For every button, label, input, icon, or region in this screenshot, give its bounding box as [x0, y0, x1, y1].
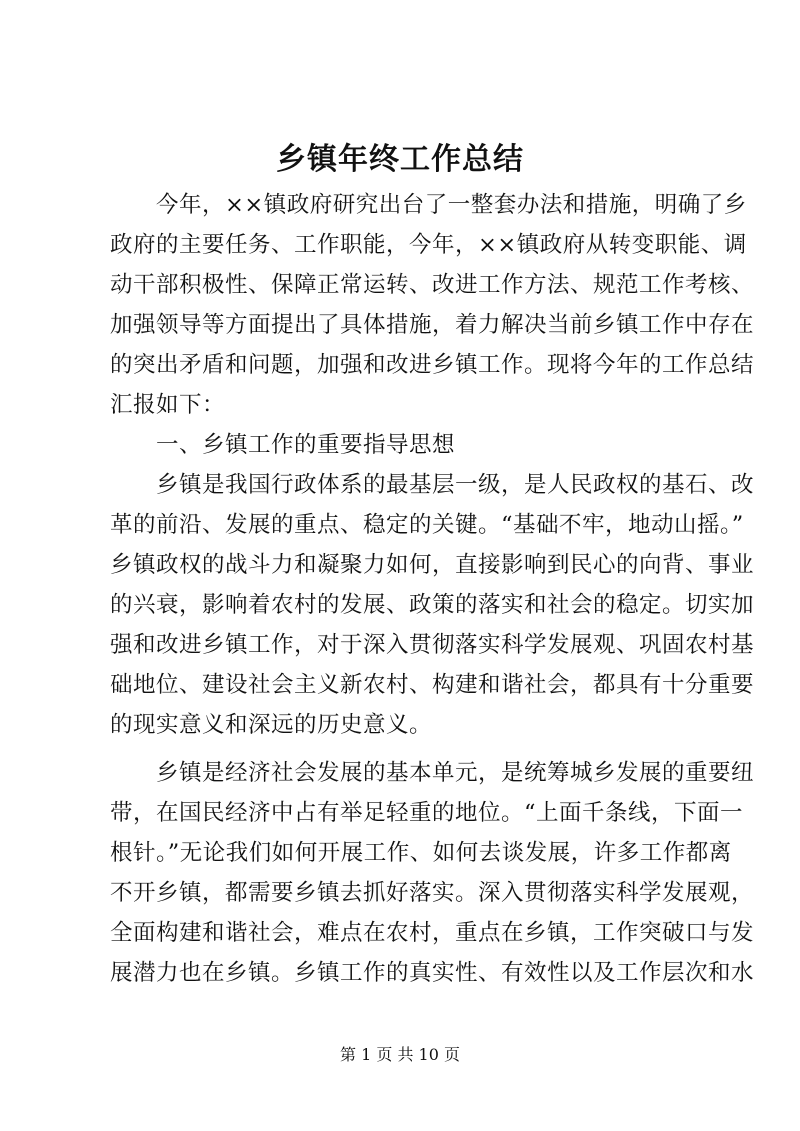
- text-line: 的兴衰，影响着农村的发展、政策的落实和社会的稳定。切实加: [110, 592, 755, 618]
- text-line: 革的前沿、发展的重点、稳定的关键。“基础不牢，地动山摇。”: [110, 512, 744, 538]
- text-line: 全面构建和谐社会，难点在农村，重点在乡镇，工作突破口与发: [110, 920, 755, 946]
- text-line: 今年，××镇政府研究出台了一整套办法和措施，明确了乡: [156, 192, 747, 218]
- text-line: 根针。”无论我们如何开展工作、如何去谈发展，许多工作都离: [110, 840, 732, 866]
- text-line: 带，在国民经济中占有举足轻重的地位。“上面千条线，下面一: [110, 800, 744, 826]
- text-line: 展潜力也在乡镇。乡镇工作的真实性、有效性以及工作层次和水: [110, 960, 755, 986]
- text-line: 汇报如下：: [110, 392, 226, 418]
- text-line: 乡镇是经济社会发展的基本单元，是统筹城乡发展的重要纽: [156, 760, 755, 786]
- text-line: 乡镇是我国行政体系的最基层一级，是人民政权的基石、改: [156, 472, 755, 498]
- text-line: 的突出矛盾和问题，加强和改进乡镇工作。现将今年的工作总结: [110, 352, 755, 378]
- text-line: 乡镇政权的战斗力和凝聚力如何，直接影响到民心的向背、事业: [110, 552, 755, 578]
- section-heading: 一、乡镇工作的重要指导思想: [156, 432, 456, 458]
- page-footer: 第 1 页 共 10 页: [340, 1045, 460, 1064]
- text-line: 不开乡镇，都需要乡镇去抓好落实。深入贯彻落实科学发展观，: [110, 880, 755, 906]
- text-line: 的现实意义和深远的历史意义。: [110, 712, 433, 738]
- text-line: 政府的主要任务、工作职能，今年，××镇政府从转变职能、调: [110, 232, 747, 258]
- text-line: 动干部积极性、保障正常运转、改进工作方法、规范工作考核、: [110, 272, 755, 298]
- text-line: 强和改进乡镇工作，对于深入贯彻落实科学发展观、巩固农村基: [110, 632, 755, 658]
- text-line: 加强领导等方面提出了具体措施，着力解决当前乡镇工作中存在: [110, 312, 755, 338]
- text-line: 础地位、建设社会主义新农村、构建和谐社会，都具有十分重要: [110, 672, 755, 698]
- page-title: 乡镇年终工作总结: [276, 142, 524, 177]
